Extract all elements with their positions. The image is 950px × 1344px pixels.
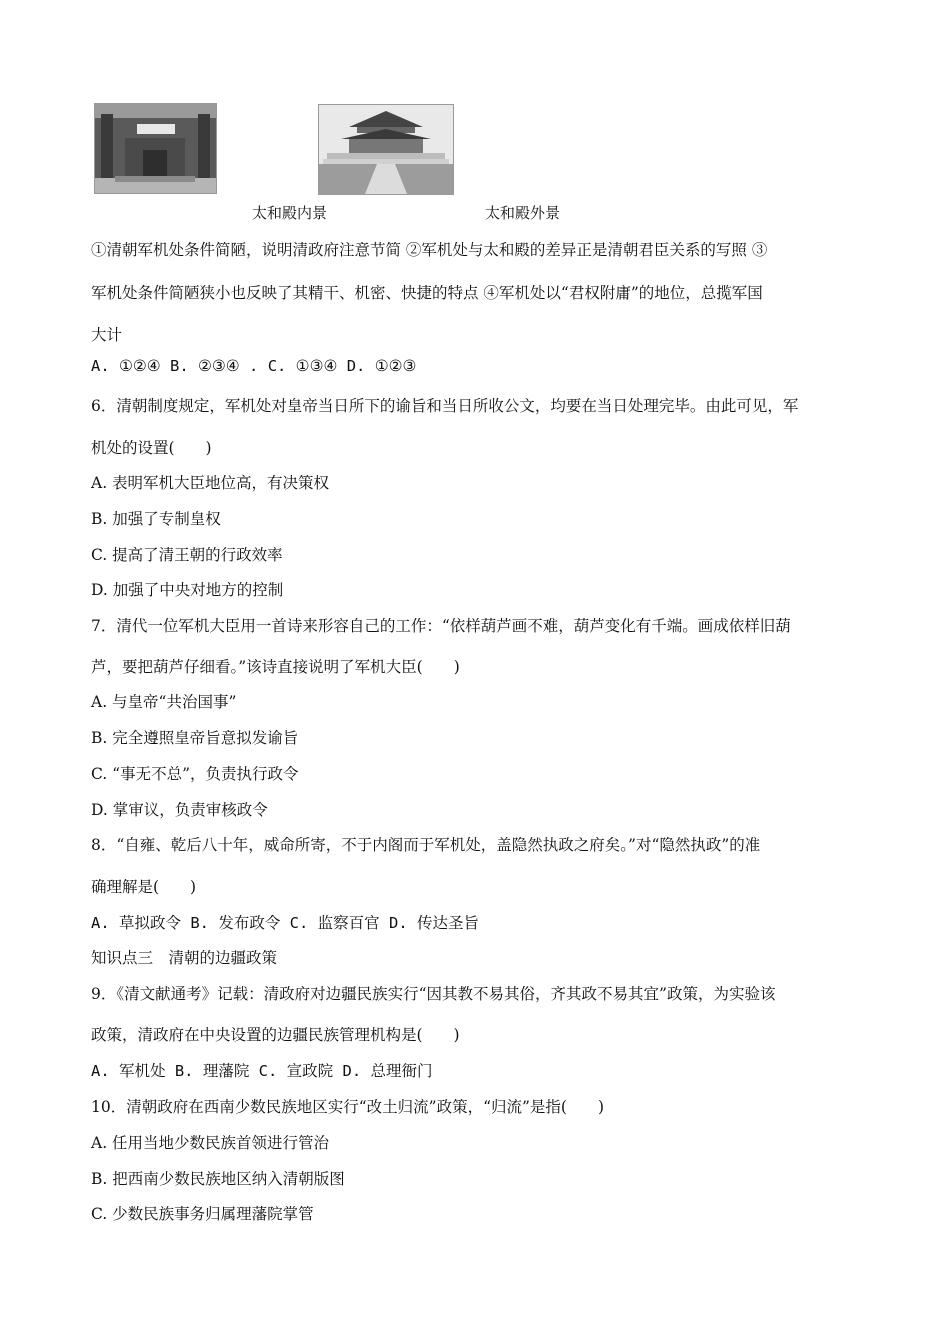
q5-text-line3: 大计 (91, 326, 123, 344)
q7-option-b: B. 完全遵照皇帝旨意拟发谕旨 (91, 729, 299, 747)
section-heading: 知识点三 清朝的边疆政策 (91, 949, 278, 967)
q7-option-d: D. 掌审议，负责审核政令 (91, 801, 268, 819)
q5-text-line1: ①清朝军机处条件简陋，说明清政府注意节简 ②军机处与太和殿的差异正是清朝君臣关系的写照 ③ (91, 241, 768, 259)
q9-options: A. 军机处 B. 理藩院 C. 宣政院 D. 总理衙门 (91, 1062, 433, 1080)
q10-stem-line1: 10．清朝政府在西南少数民族地区实行“改土归流”政策，“归流”是指( ) (91, 1098, 605, 1116)
q6-option-b: B. 加强了专制皇权 (91, 510, 221, 528)
q7-stem-line2: 芦，要把葫芦仔细看。”该诗直接说明了军机大臣( ) (91, 658, 460, 676)
taihedian-exterior-photo (318, 104, 454, 195)
q6-option-d: D. 加强了中央对地方的控制 (91, 581, 284, 599)
q10-option-b: B. 把西南少数民族地区纳入清朝版图 (91, 1170, 345, 1188)
q8-stem-line1: 8．“自雍、乾后八十年，威命所寄，不于内阁而于军机处，盖隐然执政之府矣。”对“隐然执政”的准 (91, 836, 761, 854)
q10-option-c: C. 少数民族事务归属理藩院掌管 (91, 1205, 314, 1223)
inner-caption: 太和殿内景 (252, 204, 328, 222)
q10-option-a: A. 任用当地少数民族首领进行管治 (91, 1134, 330, 1152)
q6-stem-line1: 6．清朝制度规定，军机处对皇帝当日所下的谕旨和当日所收公文，均要在当日处理完毕。由此可见，军 (91, 397, 799, 415)
q7-stem-line1: 7．清代一位军机大臣用一首诗来形容自己的工作：“依样葫芦画不难，葫芦变化有千端。画成依样旧葫 (91, 617, 791, 635)
q9-stem-line1: 9．《清文献通考》记载：清政府对边疆民族实行“因其教不易其俗，齐其政不易其宜”政策，为实验该 (91, 985, 776, 1003)
q9-stem-line2: 政策，清政府在中央设置的边疆民族管理机构是( ) (91, 1026, 460, 1044)
q7-option-c: C. “事无不总”，负责执行政令 (91, 765, 299, 783)
q7-option-a: A. 与皇帝“共治国事” (91, 693, 237, 711)
q5-options: A. ①②④ B. ②③④ . C. ①③④ D. ①②③ (91, 357, 417, 375)
q6-option-c: C. 提高了清王朝的行政效率 (91, 546, 283, 564)
q6-option-a: A. 表明军机大臣地位高，有决策权 (91, 474, 330, 492)
q5-text-line2: 军机处条件简陋狭小也反映了其精干、机密、快捷的特点 ④军机处以“君权附庸”的地位，总揽军国 (91, 284, 763, 302)
q8-stem-line2: 确理解是( ) (91, 878, 197, 896)
outer-caption: 太和殿外景 (485, 204, 561, 222)
taihedian-interior-photo (94, 103, 217, 194)
q6-stem-line2: 机处的设置( ) (91, 439, 212, 457)
q8-options: A. 草拟政令 B. 发布政令 C. 监察百官 D. 传达圣旨 (91, 914, 479, 932)
